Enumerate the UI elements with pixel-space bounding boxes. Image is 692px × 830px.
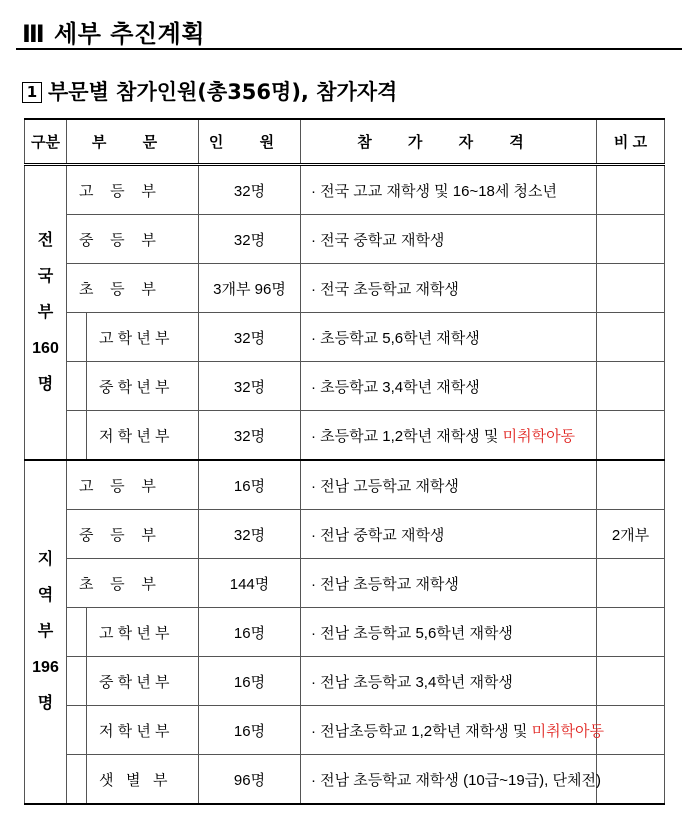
note-cell: [597, 608, 665, 657]
table-row: [25, 510, 665, 559]
qualification-text: · 초등학교 1,2학년 재학생 및: [311, 427, 503, 445]
group-label-line: 부: [37, 303, 54, 321]
count-cell: 16명: [199, 706, 301, 755]
count-cell: 32명: [199, 362, 301, 411]
division-cell: 고 학 년 부: [87, 313, 199, 362]
qualification-cell: [301, 411, 597, 461]
table-row: [25, 559, 665, 608]
group-label-line: 지: [37, 551, 54, 568]
division-cell: 초 등 부: [67, 559, 199, 608]
qualification-highlight: 미취학아동: [502, 427, 576, 445]
note-cell: [597, 657, 665, 706]
participants-table-body: [25, 119, 665, 804]
qualification-cell: [301, 510, 597, 559]
qualification-text: · 전남 고등학교 재학생: [311, 477, 459, 495]
qualification-text: · 전국 초등학교 재학생: [311, 280, 459, 298]
table-row: [25, 657, 665, 706]
table-row: [25, 608, 665, 657]
qualification-text: · 전남 초등학교 5,6학년 재학생: [311, 624, 513, 642]
qualification-cell: [301, 215, 597, 264]
count-cell: 96명: [199, 755, 301, 805]
group-label: [25, 460, 67, 804]
group-label-line: 역: [37, 587, 54, 604]
subdivision-indent: [67, 755, 87, 805]
count-cell: 32명: [199, 411, 301, 461]
subdivision-indent: [67, 313, 87, 362]
table-row: [25, 313, 665, 362]
table-row: [25, 460, 665, 510]
note-cell: [597, 411, 665, 461]
qualification-cell: [301, 362, 597, 411]
qualification-text: · 초등학교 5,6학년 재학생: [311, 329, 480, 347]
note-cell: [597, 165, 665, 215]
count-cell: 3개부 96명: [199, 264, 301, 313]
qualification-cell: [301, 608, 597, 657]
qualification-text: · 전국 중학교 재학생: [311, 231, 445, 249]
heading-underline: [16, 48, 682, 50]
count-cell: 16명: [199, 657, 301, 706]
qualification-text: · 전남 초등학교 재학생 (10급~19급), 단체전): [311, 771, 601, 789]
qualification-highlight: 미취학아동: [531, 722, 605, 740]
qualification-cell: [301, 706, 605, 755]
note-cell: [597, 313, 665, 362]
header-category: 구분: [25, 119, 67, 165]
subdivision-indent: [67, 657, 87, 706]
note-cell: 2개부: [597, 510, 665, 559]
count-cell: 16명: [199, 460, 301, 510]
note-cell: [597, 460, 665, 510]
table-row: [25, 706, 665, 755]
table-header-row: [25, 119, 665, 165]
division-cell: 중 등 부: [67, 215, 199, 264]
note-cell: [597, 362, 665, 411]
group-label-line: 국: [37, 267, 54, 285]
note-cell: [597, 755, 665, 805]
qualification-text: · 전남초등학교 1,2학년 재학생 및: [311, 722, 532, 740]
division-cell: 샛 별 부: [87, 755, 199, 805]
note-cell: [597, 264, 665, 313]
count-cell: 32명: [199, 215, 301, 264]
qualification-text: · 전남 초등학교 3,4학년 재학생: [311, 673, 513, 691]
count-cell: 32명: [199, 165, 301, 215]
table-row: [25, 411, 665, 461]
table-row: [25, 215, 665, 264]
qualification-cell: [301, 313, 597, 362]
participants-table: [24, 118, 665, 805]
count-cell: 16명: [199, 608, 301, 657]
header-count: 인 원: [199, 119, 301, 165]
qualification-text: · 전국 고교 재학생 및 16~18세 청소년: [311, 182, 558, 200]
subdivision-indent: [67, 706, 87, 755]
count-cell: 32명: [199, 510, 301, 559]
note-cell: [597, 706, 665, 755]
page-heading: Ⅲ 세부 추진계획: [22, 20, 206, 48]
section-number-box: 1: [22, 82, 42, 103]
table-row: [25, 165, 665, 215]
header-qualification: 참 가 자 격: [301, 119, 597, 165]
group-label-line: 명: [37, 695, 54, 712]
note-cell: [597, 559, 665, 608]
qualification-cell: [301, 559, 597, 608]
qualification-text: · 전남 초등학교 재학생: [311, 575, 459, 593]
group-label-line: 196: [32, 659, 59, 676]
division-cell: 중 학 년 부: [87, 657, 199, 706]
qualification-cell: [301, 264, 597, 313]
division-cell: 고 등 부: [67, 460, 199, 510]
group-label: [25, 165, 67, 461]
table-row: [25, 755, 665, 805]
subdivision-indent: [67, 411, 87, 461]
qualification-text: · 전남 중학교 재학생: [311, 526, 445, 544]
group-label-line: 160: [32, 339, 59, 357]
division-cell: 중 등 부: [67, 510, 199, 559]
note-cell: [597, 215, 665, 264]
subdivision-indent: [67, 608, 87, 657]
table-row: [25, 362, 665, 411]
division-cell: 저 학 년 부: [87, 706, 199, 755]
group-label-line: 전: [37, 231, 54, 249]
division-cell: 중 학 년 부: [87, 362, 199, 411]
division-cell: 고 학 년 부: [87, 608, 199, 657]
qualification-cell: [301, 165, 597, 215]
qualification-text: · 초등학교 3,4학년 재학생: [311, 378, 480, 396]
qualification-cell: [301, 755, 601, 805]
division-cell: 저 학 년 부: [87, 411, 199, 461]
table-row: [25, 264, 665, 313]
qualification-cell: [301, 460, 597, 510]
group-label-line: 부: [37, 623, 54, 640]
count-cell: 144명: [199, 559, 301, 608]
qualification-cell: [301, 657, 597, 706]
subdivision-indent: [67, 362, 87, 411]
header-division: 부 문: [67, 119, 199, 165]
division-cell: 초 등 부: [67, 264, 199, 313]
division-cell: 고 등 부: [67, 165, 199, 215]
section-title-text: 부문별 참가인원(총356명), 참가자격: [48, 80, 398, 104]
count-cell: 32명: [199, 313, 301, 362]
group-label-line: 명: [37, 375, 54, 393]
section-title: [22, 76, 397, 106]
header-note: 비 고: [597, 119, 665, 165]
